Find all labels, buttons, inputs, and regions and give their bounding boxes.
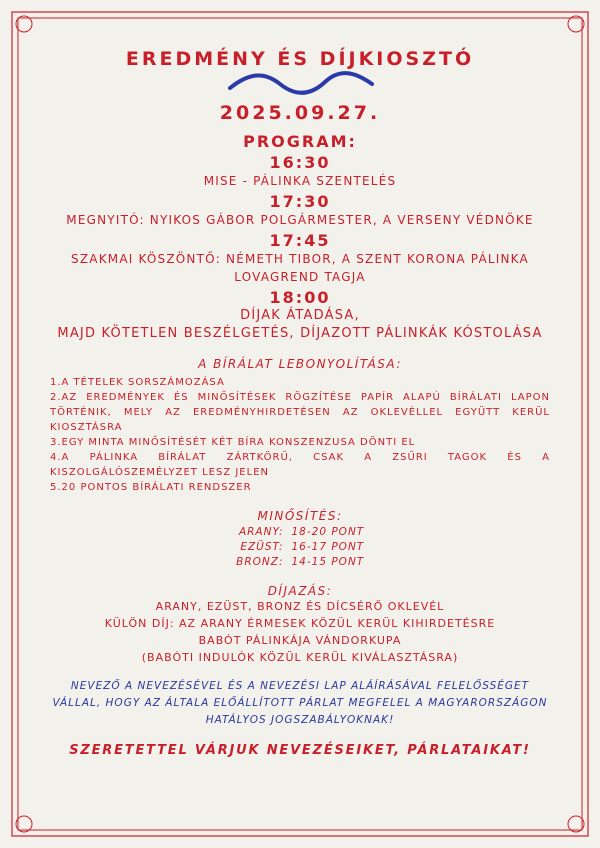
program-text: MEGNYITÓ: NYIKOS GÁBOR POLGÁRMESTER, A VERSENY VÉDNÖKE: [66, 213, 534, 227]
grade-name: ARANY:: [238, 526, 284, 538]
program-time: 16:30: [269, 153, 331, 172]
list-item: 3.EGY MINTA MINŐSÍTÉSÉT KÉT BÍRA KONSZENZUSA DÖNTI EL: [50, 437, 416, 448]
poster-content: [40, 30, 560, 758]
judging-heading: A BÍRÁLAT LEBONYOLÍTÁSA:: [198, 357, 402, 371]
program-text: MISE - PÁLINKA SZENTELÉS: [203, 174, 397, 188]
program-text: DÍJAK ÁTADÁSA,: [240, 308, 360, 323]
program-entry: [40, 231, 560, 286]
award-line: ARANY, EZÜST, BRONZ ÉS DÍCSÉRŐ OKLEVÉL: [155, 600, 445, 613]
legal-notice: NEVEZŐ A NEVEZÉSÉVEL ÉS A NEVEZÉSI LAP ALÁÍRÁSÁVAL FELELŐSSÉGET VÁLLAL, HOGY AZ ÁLTALA ELŐÁLLÍTOTT PÁRLAT MEGFELEL A MAGYARORSZÁGON HATÁLYOS JOGSZABÁLYOKNAK!: [52, 680, 548, 726]
program-entry: [40, 153, 560, 190]
grade-row: [40, 525, 560, 540]
program-entry: [40, 192, 560, 229]
list-item: 1.A TÉTELEK SORSZÁMOZÁSA: [50, 377, 225, 388]
program-time: 18:00: [269, 288, 331, 307]
grade-value: 16-17 PONT: [291, 541, 365, 553]
wave-decoration: [220, 70, 380, 98]
grade-name: BRONZ:: [236, 556, 284, 568]
list-item: 4.A PÁLINKA BÍRÁLAT ZÁRTKÖRŰ, CSAK A ZSŰRI TAGOK ÉS A KISZOLGÁLÓSZEMÉLYZET LESZ JELEN: [50, 452, 550, 478]
grade-row: [40, 555, 560, 570]
program-text: LOVAGREND TAGJA: [234, 270, 366, 284]
program-time: 17:30: [269, 192, 331, 211]
program-text: MAJD KÖTETLEN BESZÉLGETÉS, DÍJAZOTT PÁLINKÁK KÓSTOLÁSA: [57, 326, 543, 341]
grade-value: 14-15 PONT: [291, 556, 365, 568]
grading-list: [40, 525, 560, 570]
grade-name: EZÜST:: [240, 541, 284, 553]
grade-value: 18-20 PONT: [291, 526, 365, 538]
awards-heading: DÍJAZÁS:: [267, 584, 333, 598]
event-title: EREDMÉNY ÉS DÍJKIOSZTÓ: [125, 48, 475, 70]
list-item: 5.20 PONTOS BÍRÁLATI RENDSZER: [50, 482, 252, 493]
award-line: KÜLÖN DÍJ: AZ ARANY ÉRMESEK KÖZÜL KERÜL KIHIRDETÉSRE: [104, 617, 496, 630]
judging-list: [50, 375, 550, 495]
award-line: BABÓT PÁLINKÁJA VÁNDORKUPA: [198, 634, 402, 647]
list-item: 2.AZ EREDMÉNYEK ÉS MINŐSÍTÉSEK RÖGZÍTÉSE PAPÍR ALAPÚ BÍRÁLATI LAPON TÖRTÉNIK, MELY AZ EREDMÉNYHIRDETÉSEN AZ OKLEVÉLLEL EGYÜTT KERÜL KIOSZTÁSRA: [50, 392, 550, 433]
program-entry: [40, 288, 560, 343]
program-heading: PROGRAM:: [243, 132, 357, 151]
awards-list: [40, 598, 560, 666]
event-date: 2025.09.27.: [219, 102, 381, 124]
grade-row: [40, 540, 560, 555]
closing-message: SZERETETTEL VÁRJUK NEVEZÉSEIKET, PÁRLATAIKAT!: [69, 743, 531, 758]
program-text: SZAKMAI KÖSZÖNTŐ: NÉMETH TIBOR, A SZENT KORONA PÁLINKA: [71, 252, 529, 266]
program-time: 17:45: [269, 231, 331, 250]
grading-heading: MINŐSÍTÉS:: [257, 509, 343, 523]
award-line: (BABÓTI INDULÓK KÖZÜL KERÜL KIVÁLASZTÁSRA): [141, 651, 459, 664]
